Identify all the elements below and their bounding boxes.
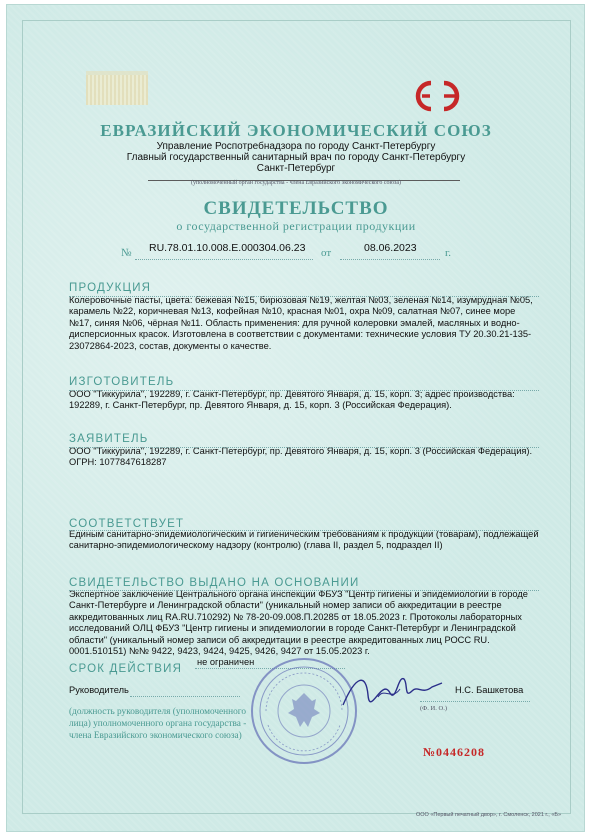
certificate-number: RU.78.01.10.008.Е.000304.06.23 <box>149 242 306 254</box>
authority-line-1: Управление Роспотребнадзора по городу Санкт-Петербургу <box>156 141 436 152</box>
authority-line-3: Санкт-Петербург <box>256 163 336 174</box>
name-caption: (Ф. И. О.) <box>420 705 447 712</box>
printer-imprint: ООО «Первый печатный двор», г. Смоленск, 2021 г., «Б» <box>416 812 562 818</box>
manufacturer-text: ООО "Тиккурила", 192289, г. Санкт-Петербург, пр. Девятого Января, д. 15, корп. 3; адрес производства: 192289, г. Санкт-Петербург, пр. Девятого Января, д. 15, корп. 3 (Российская Федерация). <box>69 389 515 411</box>
compliance-text: Единым санитарно-эпидемиологическим и гигиеническим требованиям к продукции (товарам), подлежащей санитарно-эпидемиологическому надзору (контролю) (глава II, раздел 5, подраздел II) <box>69 529 539 551</box>
position-note-line-1: (должность руководителя (уполномоченного <box>69 707 246 717</box>
product-heading: ПРОДУКЦИЯ <box>69 282 152 294</box>
applicant-heading: ЗАЯВИТЕЛЬ <box>69 433 149 445</box>
certificate-subtitle: о государственной регистрации продукции <box>176 219 416 233</box>
position-note-line-3: члена Евразийского экономического союза) <box>69 731 242 741</box>
compliance-leader <box>69 529 539 531</box>
hologram-pattern <box>86 75 148 105</box>
union-title: ЕВРАЗИЙСКИЙ ЭКОНОМИЧЕСКИЙ СОЮЗ <box>100 121 492 140</box>
validity-heading: СРОК ДЕЙСТВИЯ <box>69 663 183 675</box>
applicant-text: ООО "Тиккурила", 192289, г. Санкт-Петербург, пр. Девятого Января, д. 15, корп. 3 (Российская Федерация). ОГРН: 1077847618287 <box>69 446 533 468</box>
role-leader <box>130 695 240 697</box>
validity-value: не ограничен <box>197 657 255 667</box>
number-label: № <box>121 247 132 259</box>
basis-text: Экспертное заключение Центрального органа инспекции ФБУЗ "Центр гигиены и эпидемиологии в городе Санкт-Петербурге и Ленинградской области" (уникальный номер записи об аккредитации в реестре аккредитованных лиц RA.RU.710292) № 78-20-09.008.П.20285 от 18.05.2023 г. Протоколы лабораторных исследований ОЛЦ ФБУЗ "Центр гигиены и эпидемиологии в городе Санкт-Петербург и Ленинградской области" (уникальный номер записи об аккредитации в реестре аккредитованных лиц РОСС RU. 0001.510151) №№ 9422, 9423, 9424, 9425, 9426, 9427 от 15.05.2023 г. <box>69 589 528 657</box>
organ-note: (уполномоченный орган государства - члена Евразийского экономического союза) <box>190 180 402 186</box>
name-leader <box>420 700 530 702</box>
certificate-date: 08.06.2023 <box>364 242 417 254</box>
position-note-line-2: лица) уполномоченного органа государства - <box>69 719 247 729</box>
manufacturer-leader <box>69 389 539 391</box>
basis-leader <box>69 589 539 591</box>
signatory-name: Н.С. Башкетова <box>455 685 524 695</box>
signatory-role: Руководитель <box>69 685 129 695</box>
date-leader <box>340 258 440 260</box>
authority-line-2: Главный государственный санитарный врач по городу Санкт-Петербургу <box>126 152 466 163</box>
certificate-title: СВИДЕТЕЛЬСТВО <box>203 198 389 219</box>
number-leader <box>135 258 313 260</box>
eac-logo-icon <box>414 79 474 113</box>
basis-heading: СВИДЕТЕЛЬСТВО ВЫДАНО НА ОСНОВАНИИ <box>69 577 360 589</box>
product-leader <box>69 295 539 297</box>
date-from-label: от <box>321 247 332 259</box>
serial-number: №0446208 <box>423 745 486 759</box>
applicant-leader <box>69 446 539 448</box>
manufacturer-heading: ИЗГОТОВИТЕЛЬ <box>69 376 175 388</box>
year-suffix: г. <box>445 247 452 259</box>
product-text: Колеровочные пасты, цвета: бежевая №15, бирюзовая №19, желтая №03, зеленая №14, изумрудная №05, карамель №22, коричневая №13, кофейная №10, красная №01, охра №09, салатная №07, синее море №17, синяя №06, чёрная №11. Область применения: для ручной колеровки эмалей, масляных и водно-дисперсионных красок. Изготовлена в соответствии с документами: технические условия ТУ 20.30.21-135-23072864-2023, состав, документы о качестве. <box>69 295 533 351</box>
compliance-heading: СООТВЕТСТВУЕТ <box>69 518 185 530</box>
